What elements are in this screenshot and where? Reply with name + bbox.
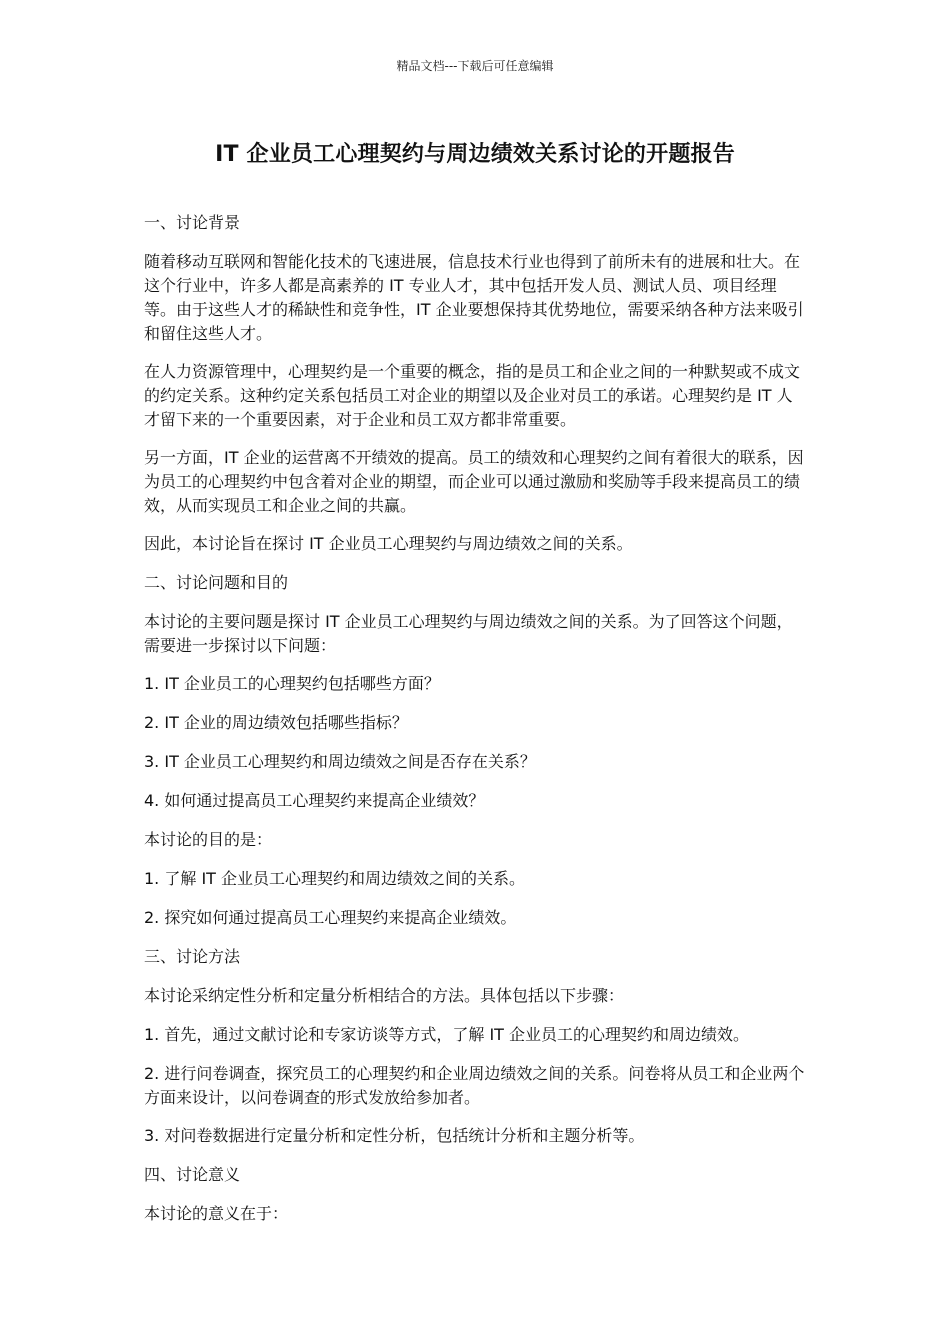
list-item-question-3: 3. IT 企业员工心理契约和周边绩效之间是否存在关系？ [144,752,536,771]
paragraph-background-1: 随着移动互联网和智能化技术的飞速进展，信息技术行业也得到了前所未有的进展和壮大。在这个行业中，许多人都是高素养的 IT 专业人才，其中包括开发人员、测试人员、项目经理等。由于这些人才的稀缺性和竞争性，IT 企业要想保持其优势地位，需要采纳各种方法来吸引和留住这些人才。 [144,252,804,343]
list-item-method-1: 1. 首先，通过文献讨论和专家访谈等方式，了解 IT 企业员工的心理契约和周边绩效。 [144,1025,750,1044]
list-item-purpose-2: 2. 探究如何通过提高员工心理契约来提高企业绩效。 [144,908,517,927]
paragraph-method-intro: 本讨论采纳定性分析和定量分析相结合的方法。具体包括以下步骤： [144,986,625,1005]
list-item-question-4: 4. 如何通过提高员工心理契约来提高企业绩效？ [144,791,485,810]
section-heading-significance: 四、讨论意义 [144,1165,241,1184]
document-body [144,211,806,1241]
paragraph-background-4: 因此，本讨论旨在探讨 IT 企业员工心理契约与周边绩效之间的关系。 [144,534,633,553]
paragraph-purpose-intro: 本讨论的目的是： [144,830,273,849]
paragraph-questions-intro: 本讨论的主要问题是探讨 IT 企业员工心理契约与周边绩效之间的关系。为了回答这个问题，需要进一步探讨以下问题： [144,612,793,655]
list-item-question-1: 1. IT 企业员工的心理契约包括哪些方面？ [144,674,440,693]
paragraph-significance-intro: 本讨论的意义在于： [144,1204,289,1223]
list-item-method-2: 2. 进行问卷调查，探究员工的心理契约和企业周边绩效之间的关系。问卷将从员工和企业两个方面来设计，以问卷调查的形式发放给参加者。 [144,1064,805,1107]
list-item-question-2: 2. IT 企业的周边绩效包括哪些指标？ [144,713,408,732]
section-heading-background: 一、讨论背景 [144,213,241,232]
section-heading-method: 三、讨论方法 [144,947,241,966]
list-item-purpose-1: 1. 了解 IT 企业员工心理契约和周边绩效之间的关系。 [144,869,526,888]
document-title: IT 企业员工心理契约与周边绩效关系讨论的开题报告 [215,142,735,167]
section-heading-questions: 二、讨论问题和目的 [144,573,289,592]
page-header: 精品文档---下载后可任意编辑 [396,59,554,73]
paragraph-background-3: 另一方面，IT 企业的运营离不开绩效的提高。员工的绩效和心理契约之间有着很大的联系，因为员工的心理契约中包含着对企业的期望，而企业可以通过激励和奖励等手段来提高员工的绩效，从而实现员工和企业之间的共赢。 [144,448,804,515]
paragraph-background-2: 在人力资源管理中，心理契约是一个重要的概念，指的是员工和企业之间的一种默契或不成文的约定关系。这种约定关系包括员工对企业的期望以及企业对员工的承诺。心理契约是 IT 人才留下来的一个重要因素，对于企业和员工双方都非常重要。 [144,362,801,429]
list-item-method-3: 3. 对问卷数据进行定量分析和定性分析，包括统计分析和主题分析等。 [144,1126,645,1145]
